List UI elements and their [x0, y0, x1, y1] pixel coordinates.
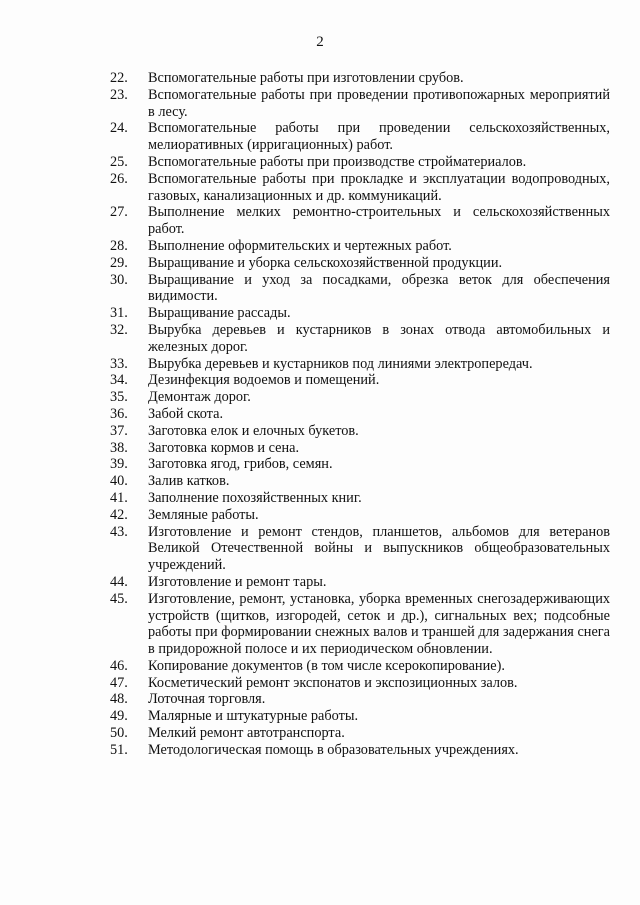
list-item-number: 23. — [110, 86, 128, 103]
list-item-text: Малярные и штукатурные работы. — [148, 708, 359, 725]
list-item-number: 43. — [110, 523, 128, 540]
list-item-text: Выращивание и уход за посадками, обрезка веток для обеспечения видимости. — [148, 271, 610, 305]
list-item-number: 26. — [110, 170, 128, 187]
list-item-text: Мелкий ремонт автотранспорта. — [148, 725, 345, 742]
list-item-text: Вспомогательные работы при проведении сельскохозяйственных, мелиоративных (ирригационных) работ. — [148, 120, 610, 154]
list-item-text: Залив катков. — [148, 473, 230, 490]
list-item-number: 41. — [110, 489, 128, 506]
list-item-number: 28. — [110, 237, 128, 254]
list-item-number: 46. — [110, 657, 128, 674]
list-item — [110, 406, 610, 423]
list-item-text: Выполнение мелких ремонтно-строительных и сельскохозяйственных работ. — [148, 204, 610, 238]
list-item-number: 47. — [110, 674, 128, 691]
list-item-text: Выращивание и уборка сельскохозяйственной продукции. — [148, 254, 503, 271]
list-item — [110, 658, 610, 675]
list-item — [110, 524, 610, 574]
list-item-text: Заготовка елок и елочных букетов. — [148, 422, 359, 439]
list-item — [110, 356, 610, 373]
list-item-text: Копирование документов (в том числе ксерокопирование). — [148, 657, 505, 674]
list-item-number: 48. — [110, 691, 128, 708]
list-item — [110, 372, 610, 389]
list-item-number: 42. — [110, 506, 128, 523]
list-item — [110, 204, 610, 238]
list-item — [110, 171, 610, 205]
list-item-text: Вспомогательные работы при производстве стройматериалов. — [148, 153, 527, 170]
list-item-text: Изготовление, ремонт, установка, уборка временных снегозадерживающих устройств (щитков, изгородей, сеток и др.), сигнальных вех; подсобные работы при формировании снежных валов и траншей для задержания снега в придорожной полосе и их периодическом обновлении. — [148, 590, 610, 658]
list-item-text: Методологическая помощь в образовательных учреждениях. — [148, 741, 519, 758]
list-item-number: 34. — [110, 372, 128, 389]
list-item — [110, 691, 610, 708]
list-item-text: Выращивание рассады. — [148, 305, 291, 322]
list-item-number: 49. — [110, 708, 128, 725]
list-item — [110, 389, 610, 406]
list-item — [110, 272, 610, 306]
list-item-number: 45. — [110, 590, 128, 607]
list-item-text: Вырубка деревьев и кустарников в зонах отвода автомобильных и железных дорог. — [148, 321, 610, 355]
list-item-text: Вспомогательные работы при прокладке и эксплуатации водопроводных, газовых, канализационных и др. коммуникаций. — [148, 170, 610, 204]
list-item-number: 31. — [110, 305, 128, 322]
work-list — [110, 70, 610, 759]
list-item-number: 25. — [110, 153, 128, 170]
list-item — [110, 456, 610, 473]
list-item-text: Заполнение похозяйственных книг. — [148, 489, 362, 506]
list-item-number: 51. — [110, 741, 128, 758]
list-item-number: 29. — [110, 254, 128, 271]
list-item — [110, 708, 610, 725]
list-item-text: Заготовка ягод, грибов, семян. — [148, 456, 333, 473]
list-item — [110, 255, 610, 272]
list-item-number: 36. — [110, 405, 128, 422]
list-item-text: Вспомогательные работы при проведении противопожарных мероприятий в лесу. — [148, 86, 610, 120]
list-item-number: 37. — [110, 422, 128, 439]
list-item-text: Земляные работы. — [148, 506, 259, 523]
list-item-number: 50. — [110, 725, 128, 742]
list-item — [110, 574, 610, 591]
list-item-number: 39. — [110, 456, 128, 473]
list-item — [110, 70, 610, 87]
list-item — [110, 591, 610, 658]
list-item — [110, 423, 610, 440]
list-item-text: Изготовление и ремонт стендов, планшетов, альбомов для ветеранов Великой Отечественной войны и выпускников общеобразовательных учреждений. — [148, 523, 610, 574]
list-item-number: 33. — [110, 355, 128, 372]
list-item-text: Вспомогательные работы при изготовлении срубов. — [148, 70, 464, 86]
list-item — [110, 490, 610, 507]
list-item — [110, 87, 610, 121]
list-item — [110, 473, 610, 490]
list-item — [110, 675, 610, 692]
list-item — [110, 120, 610, 154]
list-item — [110, 322, 610, 356]
list-item — [110, 725, 610, 742]
list-item — [110, 238, 610, 255]
list-item-number: 32. — [110, 321, 128, 338]
list-item-text: Лоточная торговля. — [148, 691, 266, 708]
list-item-text: Изготовление и ремонт тары. — [148, 573, 327, 590]
list-item-text: Вырубка деревьев и кустарников под линиями электропередач. — [148, 355, 533, 372]
list-item — [110, 154, 610, 171]
page-number: 2 — [316, 34, 324, 50]
list-item — [110, 742, 610, 759]
list-item-text: Выполнение оформительских и чертежных работ. — [148, 237, 452, 254]
list-item-number: 44. — [110, 573, 128, 590]
list-item — [110, 305, 610, 322]
list-item-number: 40. — [110, 473, 128, 490]
list-item-number: 27. — [110, 204, 128, 221]
list-item-number: 38. — [110, 439, 128, 456]
list-item-number: 24. — [110, 120, 128, 137]
list-item-number: 30. — [110, 271, 128, 288]
list-item-number: 35. — [110, 389, 128, 406]
list-item-number: 22. — [110, 70, 128, 86]
list-item-text: Забой скота. — [148, 405, 224, 422]
list-item — [110, 507, 610, 524]
list-item-text: Заготовка кормов и сена. — [148, 439, 300, 456]
list-item — [110, 440, 610, 457]
list-item-text: Дезинфекция водоемов и помещений. — [148, 372, 380, 389]
list-item-text: Косметический ремонт экспонатов и экспозиционных залов. — [148, 674, 518, 691]
list-item-text: Демонтаж дорог. — [148, 389, 251, 406]
